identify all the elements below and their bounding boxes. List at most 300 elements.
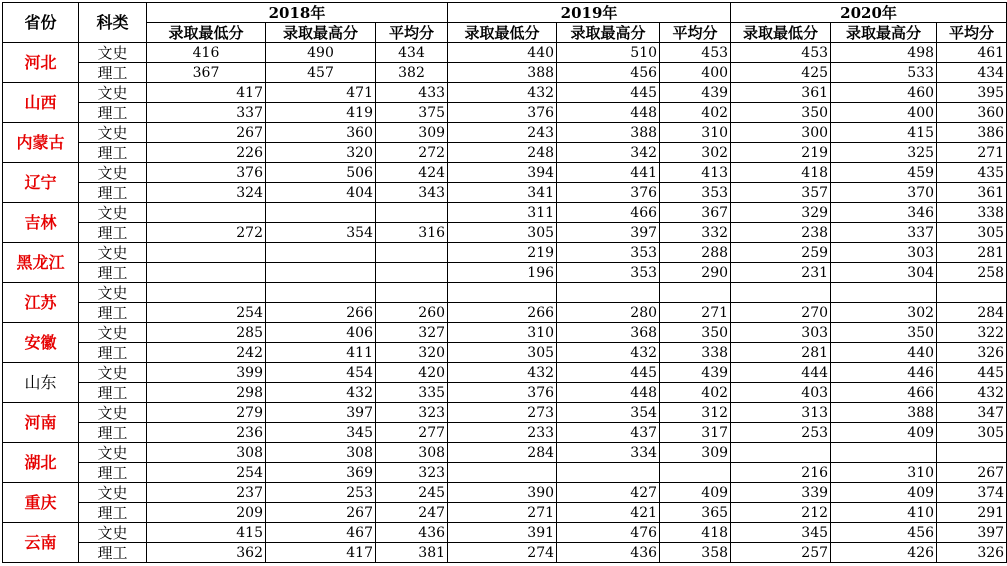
type-cell: 文史 xyxy=(79,443,147,463)
province-cell: 山东 xyxy=(3,363,79,403)
score-cell: 448 xyxy=(557,383,660,403)
header-type: 科类 xyxy=(79,3,147,43)
score-cell: 432 xyxy=(937,383,1007,403)
score-cell: 305 xyxy=(448,223,557,243)
score-cell xyxy=(266,283,376,303)
score-cell: 353 xyxy=(557,263,660,283)
table-row xyxy=(3,523,1007,543)
score-cell: 308 xyxy=(376,443,448,463)
score-cell: 305 xyxy=(448,343,557,363)
score-cell: 325 xyxy=(831,143,937,163)
table-row xyxy=(3,483,1007,503)
score-cell: 279 xyxy=(147,403,266,423)
score-cell: 317 xyxy=(660,423,731,443)
score-cell: 453 xyxy=(660,43,731,63)
province-cell: 河南 xyxy=(3,403,79,443)
score-cell: 375 xyxy=(376,103,448,123)
province-cell: 山西 xyxy=(3,83,79,123)
score-cell: 303 xyxy=(831,243,937,263)
score-cell: 369 xyxy=(266,463,376,483)
score-cell: 361 xyxy=(731,83,831,103)
score-cell: 456 xyxy=(557,63,660,83)
score-cell: 338 xyxy=(937,203,1007,223)
score-cell: 415 xyxy=(147,523,266,543)
score-cell: 439 xyxy=(660,83,731,103)
score-cell: 432 xyxy=(266,383,376,403)
type-cell: 理工 xyxy=(79,183,147,203)
score-cell: 444 xyxy=(731,363,831,383)
table-row xyxy=(3,403,1007,423)
score-cell: 416 xyxy=(147,43,266,63)
header-row-columns xyxy=(3,23,1007,43)
table-row xyxy=(3,183,1007,203)
table-row xyxy=(3,43,1007,63)
score-cell: 242 xyxy=(147,343,266,363)
score-cell: 397 xyxy=(266,403,376,423)
table-row xyxy=(3,223,1007,243)
score-cell: 274 xyxy=(448,543,557,563)
header-year-2020: 2020年 xyxy=(731,3,1007,23)
table-row xyxy=(3,323,1007,343)
score-cell: 454 xyxy=(266,363,376,383)
score-cell: 343 xyxy=(376,183,448,203)
score-cell: 354 xyxy=(266,223,376,243)
type-cell: 文史 xyxy=(79,403,147,423)
score-cell: 354 xyxy=(557,403,660,423)
score-cell: 361 xyxy=(937,183,1007,203)
score-cell: 254 xyxy=(147,463,266,483)
province-cell: 湖北 xyxy=(3,443,79,483)
score-cell: 308 xyxy=(266,443,376,463)
score-cell: 350 xyxy=(660,323,731,343)
score-cell: 418 xyxy=(731,163,831,183)
score-cell: 440 xyxy=(831,343,937,363)
score-cell: 337 xyxy=(831,223,937,243)
score-cell: 273 xyxy=(448,403,557,423)
type-cell: 文史 xyxy=(79,123,147,143)
score-cell: 415 xyxy=(831,123,937,143)
score-cell: 376 xyxy=(557,183,660,203)
score-cell: 402 xyxy=(660,383,731,403)
type-cell: 文史 xyxy=(79,363,147,383)
score-cell: 456 xyxy=(831,523,937,543)
score-cell: 216 xyxy=(731,463,831,483)
score-cell: 253 xyxy=(731,423,831,443)
type-cell: 文史 xyxy=(79,83,147,103)
type-cell: 理工 xyxy=(79,463,147,483)
score-cell: 457 xyxy=(266,63,376,83)
score-cell: 337 xyxy=(147,103,266,123)
score-cell: 271 xyxy=(660,303,731,323)
type-cell: 理工 xyxy=(79,63,147,83)
score-cell: 324 xyxy=(147,183,266,203)
score-cell xyxy=(147,263,266,283)
score-cell: 432 xyxy=(448,83,557,103)
score-cell: 367 xyxy=(660,203,731,223)
type-cell: 文史 xyxy=(79,43,147,63)
score-cell: 360 xyxy=(266,123,376,143)
header-row-years xyxy=(3,3,1007,23)
score-cell: 368 xyxy=(557,323,660,343)
score-cell: 424 xyxy=(376,163,448,183)
province-cell: 黑龙江 xyxy=(3,243,79,283)
score-cell: 510 xyxy=(557,43,660,63)
score-cell: 260 xyxy=(376,303,448,323)
score-cell: 357 xyxy=(731,183,831,203)
score-cell: 323 xyxy=(376,463,448,483)
header-min-score: 录取最低分 xyxy=(448,23,557,43)
table-row xyxy=(3,443,1007,463)
score-cell: 271 xyxy=(448,503,557,523)
table-row xyxy=(3,163,1007,183)
score-cell: 305 xyxy=(937,423,1007,443)
type-cell: 理工 xyxy=(79,543,147,563)
table-row xyxy=(3,203,1007,223)
table-row xyxy=(3,423,1007,443)
province-cell: 内蒙古 xyxy=(3,123,79,163)
score-cell: 397 xyxy=(557,223,660,243)
score-cell: 409 xyxy=(831,423,937,443)
score-cell: 434 xyxy=(937,63,1007,83)
score-cell: 435 xyxy=(937,163,1007,183)
score-cell: 303 xyxy=(731,323,831,343)
score-cell: 367 xyxy=(147,63,266,83)
score-cell: 445 xyxy=(557,83,660,103)
score-cell: 466 xyxy=(557,203,660,223)
score-cell: 332 xyxy=(660,223,731,243)
score-cell: 445 xyxy=(557,363,660,383)
score-cell: 453 xyxy=(731,43,831,63)
score-cell: 253 xyxy=(266,483,376,503)
score-cell: 409 xyxy=(831,483,937,503)
score-cell: 259 xyxy=(731,243,831,263)
table-row xyxy=(3,123,1007,143)
score-cell: 394 xyxy=(448,163,557,183)
header-min-score: 录取最低分 xyxy=(731,23,831,43)
header-province: 省份 xyxy=(3,3,79,43)
score-cell: 346 xyxy=(831,203,937,223)
score-cell: 411 xyxy=(266,343,376,363)
score-cell: 237 xyxy=(147,483,266,503)
type-cell: 理工 xyxy=(79,143,147,163)
score-cell: 433 xyxy=(376,83,448,103)
header-min-score: 录取最低分 xyxy=(147,23,266,43)
province-cell: 辽宁 xyxy=(3,163,79,203)
score-cell: 236 xyxy=(147,423,266,443)
type-cell: 理工 xyxy=(79,263,147,283)
table-row xyxy=(3,543,1007,563)
score-cell: 233 xyxy=(448,423,557,443)
header-avg-score: 平均分 xyxy=(937,23,1007,43)
score-cell: 350 xyxy=(831,323,937,343)
header-max-score: 录取最高分 xyxy=(266,23,376,43)
type-cell: 文史 xyxy=(79,243,147,263)
score-cell xyxy=(448,283,557,303)
table-row xyxy=(3,503,1007,523)
score-cell: 420 xyxy=(376,363,448,383)
type-cell: 理工 xyxy=(79,223,147,243)
type-cell: 理工 xyxy=(79,303,147,323)
table-row xyxy=(3,363,1007,383)
table-row xyxy=(3,283,1007,303)
score-cell xyxy=(266,203,376,223)
header-year-2018: 2018年 xyxy=(147,3,448,23)
score-cell: 374 xyxy=(937,483,1007,503)
score-cell: 196 xyxy=(448,263,557,283)
score-cell: 376 xyxy=(147,163,266,183)
score-cell xyxy=(448,463,557,483)
header-max-score: 录取最高分 xyxy=(557,23,660,43)
score-cell: 271 xyxy=(937,143,1007,163)
score-cell: 425 xyxy=(731,63,831,83)
score-cell: 290 xyxy=(660,263,731,283)
score-cell: 382 xyxy=(376,63,448,83)
score-cell: 277 xyxy=(376,423,448,443)
score-cell xyxy=(557,463,660,483)
score-cell: 350 xyxy=(731,103,831,123)
score-cell: 466 xyxy=(831,383,937,403)
table-row xyxy=(3,143,1007,163)
score-cell: 335 xyxy=(376,383,448,403)
score-cell: 320 xyxy=(266,143,376,163)
table-row xyxy=(3,103,1007,123)
score-cell: 298 xyxy=(147,383,266,403)
score-cell: 342 xyxy=(557,143,660,163)
score-cell: 305 xyxy=(937,223,1007,243)
score-cell: 345 xyxy=(731,523,831,543)
type-cell: 理工 xyxy=(79,503,147,523)
score-cell: 467 xyxy=(266,523,376,543)
score-cell: 490 xyxy=(266,43,376,63)
score-cell: 400 xyxy=(660,63,731,83)
score-cell xyxy=(376,283,448,303)
score-cell: 311 xyxy=(448,203,557,223)
score-cell: 400 xyxy=(831,103,937,123)
score-cell: 409 xyxy=(660,483,731,503)
score-cell: 399 xyxy=(147,363,266,383)
score-cell xyxy=(376,243,448,263)
score-cell: 390 xyxy=(448,483,557,503)
header-avg-score: 平均分 xyxy=(660,23,731,43)
score-cell: 347 xyxy=(937,403,1007,423)
province-cell: 江苏 xyxy=(3,283,79,323)
score-cell: 388 xyxy=(831,403,937,423)
score-cell: 446 xyxy=(831,363,937,383)
score-cell: 432 xyxy=(557,343,660,363)
score-cell: 243 xyxy=(448,123,557,143)
score-cell: 291 xyxy=(937,503,1007,523)
score-cell: 334 xyxy=(557,443,660,463)
score-cell: 439 xyxy=(660,363,731,383)
score-cell: 245 xyxy=(376,483,448,503)
score-cell: 267 xyxy=(266,503,376,523)
score-cell: 329 xyxy=(731,203,831,223)
score-cell: 441 xyxy=(557,163,660,183)
score-cell: 461 xyxy=(937,43,1007,63)
table-row xyxy=(3,63,1007,83)
score-cell xyxy=(147,283,266,303)
score-cell: 395 xyxy=(937,83,1007,103)
score-cell: 397 xyxy=(937,523,1007,543)
score-cell: 312 xyxy=(660,403,731,423)
score-cell: 310 xyxy=(448,323,557,343)
score-cell: 323 xyxy=(376,403,448,423)
score-cell: 410 xyxy=(831,503,937,523)
score-cell: 403 xyxy=(731,383,831,403)
score-cell: 313 xyxy=(731,403,831,423)
score-cell: 386 xyxy=(937,123,1007,143)
score-cell: 421 xyxy=(557,503,660,523)
score-cell: 300 xyxy=(731,123,831,143)
admission-scores-table xyxy=(2,2,1007,563)
type-cell: 文史 xyxy=(79,323,147,343)
type-cell: 理工 xyxy=(79,343,147,363)
type-cell: 文史 xyxy=(79,163,147,183)
score-cell: 476 xyxy=(557,523,660,543)
score-cell: 316 xyxy=(376,223,448,243)
score-cell: 281 xyxy=(731,343,831,363)
header-year-2019: 2019年 xyxy=(448,3,731,23)
score-cell: 362 xyxy=(147,543,266,563)
score-cell: 388 xyxy=(557,123,660,143)
score-cell: 339 xyxy=(731,483,831,503)
province-cell: 重庆 xyxy=(3,483,79,523)
score-cell: 338 xyxy=(660,343,731,363)
score-cell: 231 xyxy=(731,263,831,283)
score-cell xyxy=(376,203,448,223)
score-cell: 327 xyxy=(376,323,448,343)
score-cell: 272 xyxy=(147,223,266,243)
score-cell: 419 xyxy=(266,103,376,123)
score-cell: 353 xyxy=(557,243,660,263)
score-cell: 302 xyxy=(831,303,937,323)
score-cell: 417 xyxy=(147,83,266,103)
type-cell: 文史 xyxy=(79,483,147,503)
score-cell: 370 xyxy=(831,183,937,203)
table-row xyxy=(3,83,1007,103)
score-cell: 302 xyxy=(660,143,731,163)
table-body xyxy=(3,43,1007,563)
score-cell: 376 xyxy=(448,383,557,403)
score-cell: 209 xyxy=(147,503,266,523)
score-cell: 310 xyxy=(831,463,937,483)
score-cell: 406 xyxy=(266,323,376,343)
score-cell: 266 xyxy=(448,303,557,323)
score-cell: 288 xyxy=(660,243,731,263)
score-cell: 247 xyxy=(376,503,448,523)
score-cell: 498 xyxy=(831,43,937,63)
score-cell: 459 xyxy=(831,163,937,183)
score-cell: 281 xyxy=(937,243,1007,263)
score-cell: 391 xyxy=(448,523,557,543)
score-cell: 248 xyxy=(448,143,557,163)
province-cell: 河北 xyxy=(3,43,79,83)
score-cell: 360 xyxy=(937,103,1007,123)
score-cell xyxy=(266,243,376,263)
score-cell: 404 xyxy=(266,183,376,203)
table-row xyxy=(3,383,1007,403)
score-cell: 219 xyxy=(731,143,831,163)
score-cell: 266 xyxy=(266,303,376,323)
type-cell: 文史 xyxy=(79,523,147,543)
table-row xyxy=(3,343,1007,363)
score-cell: 267 xyxy=(937,463,1007,483)
header-max-score: 录取最高分 xyxy=(831,23,937,43)
score-cell: 432 xyxy=(448,363,557,383)
score-cell xyxy=(266,263,376,283)
score-cell: 353 xyxy=(660,183,731,203)
score-cell: 219 xyxy=(448,243,557,263)
score-cell xyxy=(660,283,731,303)
type-cell: 文史 xyxy=(79,283,147,303)
score-cell: 284 xyxy=(448,443,557,463)
score-cell: 272 xyxy=(376,143,448,163)
table-row xyxy=(3,303,1007,323)
score-cell: 426 xyxy=(831,543,937,563)
score-cell: 322 xyxy=(937,323,1007,343)
score-cell xyxy=(731,443,831,463)
score-cell: 345 xyxy=(266,423,376,443)
type-cell: 理工 xyxy=(79,383,147,403)
score-cell: 460 xyxy=(831,83,937,103)
score-cell: 326 xyxy=(937,543,1007,563)
score-cell: 376 xyxy=(448,103,557,123)
score-cell: 402 xyxy=(660,103,731,123)
type-cell: 理工 xyxy=(79,103,147,123)
score-cell xyxy=(937,283,1007,303)
score-cell xyxy=(731,283,831,303)
score-cell xyxy=(557,283,660,303)
header-avg-score: 平均分 xyxy=(376,23,448,43)
score-cell: 471 xyxy=(266,83,376,103)
score-cell: 309 xyxy=(660,443,731,463)
score-cell: 448 xyxy=(557,103,660,123)
score-cell: 440 xyxy=(448,43,557,63)
score-cell: 238 xyxy=(731,223,831,243)
type-cell: 理工 xyxy=(79,423,147,443)
score-cell: 304 xyxy=(831,263,937,283)
type-cell: 文史 xyxy=(79,203,147,223)
score-cell: 427 xyxy=(557,483,660,503)
score-cell: 284 xyxy=(937,303,1007,323)
score-cell xyxy=(147,203,266,223)
score-cell: 436 xyxy=(376,523,448,543)
score-cell: 365 xyxy=(660,503,731,523)
score-cell xyxy=(831,283,937,303)
score-cell: 341 xyxy=(448,183,557,203)
table-row xyxy=(3,243,1007,263)
score-cell: 320 xyxy=(376,343,448,363)
score-cell: 226 xyxy=(147,143,266,163)
score-cell: 413 xyxy=(660,163,731,183)
score-cell xyxy=(660,463,731,483)
score-cell: 270 xyxy=(731,303,831,323)
score-cell: 257 xyxy=(731,543,831,563)
score-cell: 310 xyxy=(660,123,731,143)
score-cell: 436 xyxy=(557,543,660,563)
score-cell: 358 xyxy=(660,543,731,563)
score-cell: 258 xyxy=(937,263,1007,283)
score-cell: 418 xyxy=(660,523,731,543)
score-cell: 309 xyxy=(376,123,448,143)
score-cell: 506 xyxy=(266,163,376,183)
score-cell: 326 xyxy=(937,343,1007,363)
table-row xyxy=(3,263,1007,283)
score-cell xyxy=(376,263,448,283)
score-cell: 285 xyxy=(147,323,266,343)
score-cell: 381 xyxy=(376,543,448,563)
score-cell: 280 xyxy=(557,303,660,323)
